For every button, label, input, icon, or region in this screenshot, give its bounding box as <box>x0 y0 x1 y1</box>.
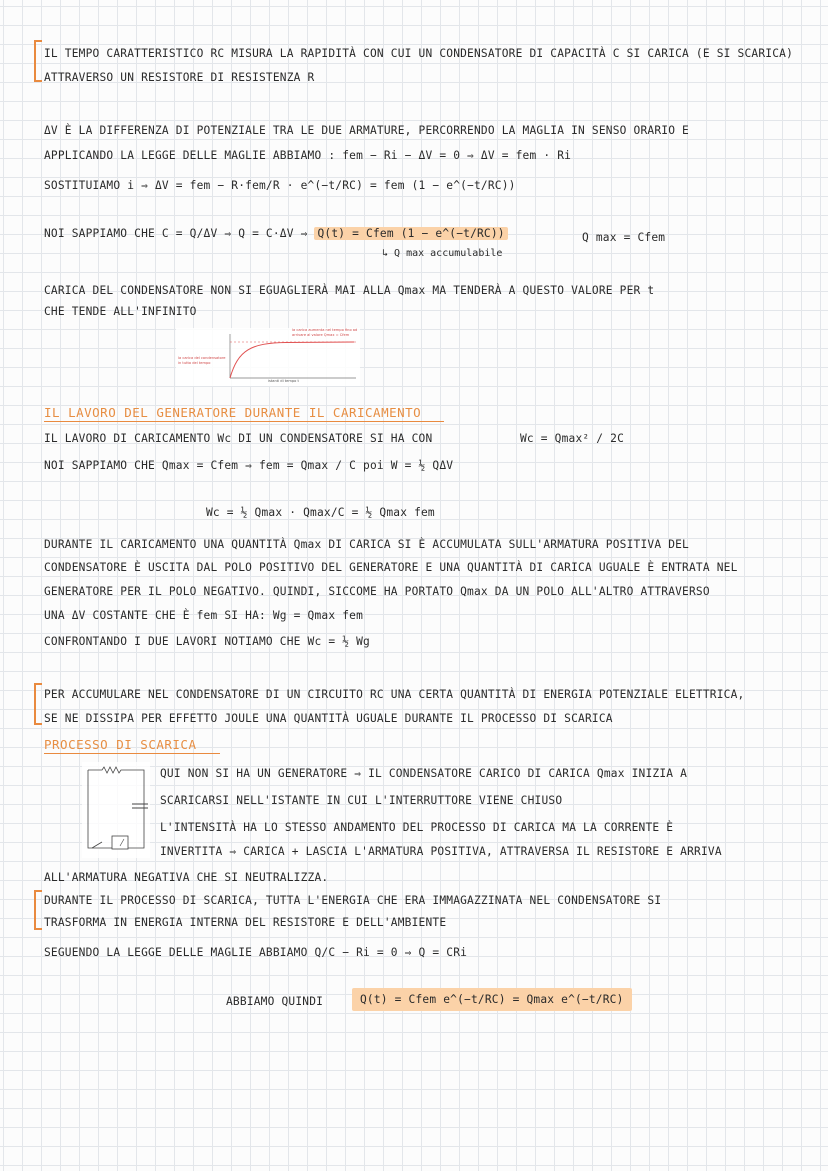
dv-line-1: ΔV È LA DIFFERENZA DI POTENZIALE TRA LE DUE ARMATURE, PERCORRENDO LA MAGLIA IN SENSO ORARIO E <box>44 124 689 137</box>
scarica-mesh-law: SEGUENDO LA LEGGE DELLE MAGLIE ABBIAMO Q/C − Ri = 0 ⇒ Q = CRi <box>44 946 468 959</box>
scarica-energy-line-2: TRASFORMA IN ENERGIA INTERNA DEL RESISTORE E DELL'AMBIENTE <box>44 916 447 929</box>
margin-bracket <box>34 683 36 725</box>
discharge-circuit <box>82 762 150 858</box>
dv-line-3: SOSTITUIAMO i ⇒ ΔV = fem − R·fem/R · e^(−t/RC) = fem (1 − e^(−t/RC)) <box>44 179 516 192</box>
bracket-tick <box>34 928 42 930</box>
ammeter <box>112 836 128 849</box>
discharge-formula: Q(t) = Cfem e^(−t/RC) = Qmax e^(−t/RC) <box>352 988 632 1011</box>
graph-annotation: la carica aumenta nel tempo fino ad arrivare al valore Qmax = Cfem <box>292 328 358 337</box>
circuit-svg <box>82 762 150 858</box>
lavoro-line-3: Wc = ½ Qmax · Qmax/C = ½ Qmax fem <box>206 506 435 519</box>
bracket-tick <box>34 40 42 42</box>
dv-line-2: APPLICANDO LA LEGGE DELLE MAGLIE ABBIAMO : fem − Ri − ΔV = 0 ⇒ ΔV = fem · Ri <box>44 149 572 162</box>
lavoro-wc-formula: Wc = Qmax² / 2C <box>520 432 625 445</box>
lavoro-line-6: GENERATORE PER IL POLO NEGATIVO. QUINDI, SICCOME HA PORTATO Qmax DA UN POLO ALL'ALTRO ATTRAVERSO <box>44 585 710 598</box>
lavoro-line-4: DURANTE IL CARICAMENTO UNA QUANTITÀ Qmax DI CARICA SI È ACCUMULATA SULL'ARMATURA POSITIVA DEL <box>44 538 689 551</box>
charge-formula: Q(t) = Cfem (1 − e^(−t/RC)) <box>314 227 507 240</box>
graph-y-label: la carica del condensatore in tutto del tempo <box>178 356 226 365</box>
lavoro-line-8: CONFRONTANDO I DUE LAVORI NOTIAMO CHE Wc = ½ Wg <box>44 635 370 648</box>
margin-bracket <box>34 890 36 930</box>
scarica-line-1: QUI NON SI HA UN GENERATORE ⇒ IL CONDENSATORE CARICO DI CARICA Qmax INIZIA A <box>160 767 688 780</box>
bracket-tick <box>34 80 42 82</box>
dv-line-5: CARICA DEL CONDENSATORE NON SI EGUAGLIERÀ MAI ALLA Qmax MA TENDERÀ A QUESTO VALORE PER t <box>44 284 655 297</box>
scarica-intro-line-2: SE NE DISSIPA PER EFFETTO JOULE UNA QUANTITÀ UGUALE DURANTE IL PROCESSO DI SCARICA <box>44 712 613 725</box>
scarica-title-underline <box>44 753 220 754</box>
lavoro-line-1: IL LAVORO DI CARICAMENTO Wc DI UN CONDENSATORE SI HA CON <box>44 432 433 445</box>
bracket-tick <box>34 723 42 725</box>
graph-x-label: istanti di tempo t <box>268 379 299 383</box>
final-label: ABBIAMO QUINDI <box>226 995 324 1008</box>
lavoro-title: IL LAVORO DEL GENERATORE DURANTE IL CARICAMENTO <box>44 405 422 420</box>
dv-line-6: CHE TENDE ALL'INFINITO <box>44 305 197 318</box>
scarica-line-5: ALL'ARMATURA NEGATIVA CHE SI NEUTRALIZZA. <box>44 871 329 884</box>
scarica-line-4: INVERTITA ⇒ CARICA + LASCIA L'ARMATURA POSITIVA, ATTRAVERSA IL RESISTORE E ARRIVA <box>160 845 722 858</box>
qmax-definition: Q max = Cfem <box>582 231 666 244</box>
scarica-line-2: SCARICARSI NELL'ISTANTE IN CUI L'INTERRUTTORE VIENE CHIUSO <box>160 794 563 807</box>
bracket-tick <box>34 890 42 892</box>
intro-line-1: IL TEMPO CARATTERISTICO RC MISURA LA RAPIDITÀ CON CUI UN CONDENSATORE DI CAPACITÀ C SI CARICA (E SI SCARICA) <box>44 47 794 60</box>
scarica-intro-line-1: PER ACCUMULARE NEL CONDENSATORE DI UN CIRCUITO RC UNA CERTA QUANTITÀ DI ENERGIA POTENZIALE ELETTRICA, <box>44 688 745 701</box>
dv-line-4-text: NOI SAPPIAMO CHE C = Q/ΔV ⇒ Q = C·ΔV ⇒ <box>44 227 308 240</box>
qmax-note: ↳ Q max accumulabile <box>382 248 503 259</box>
charge-graph <box>176 328 360 386</box>
lavoro-title-underline <box>44 421 444 422</box>
bracket-tick <box>34 683 42 685</box>
scarica-line-3: L'INTENSITÀ HA LO STESSO ANDAMENTO DEL PROCESSO DI CARICA MA LA CORRENTE È <box>160 821 674 834</box>
margin-bracket <box>34 40 36 82</box>
dv-line-4 <box>44 226 508 241</box>
lavoro-line-7: UNA ΔV COSTANTE CHE È fem SI HA: Wg = Qmax fem <box>44 609 364 622</box>
scarica-title: PROCESSO DI SCARICA <box>44 737 197 752</box>
lavoro-line-2: NOI SAPPIAMO CHE Qmax = Cfem ⇒ fem = Qmax / C poi W = ½ QΔV <box>44 459 454 472</box>
scarica-energy-line-1: DURANTE IL PROCESSO DI SCARICA, TUTTA L'ENERGIA CHE ERA IMMAGAZZINATA NEL CONDENSATORE SI <box>44 894 662 907</box>
intro-line-2: ATTRAVERSO UN RESISTORE DI RESISTENZA R <box>44 71 315 84</box>
lavoro-line-5: CONDENSATORE È USCITA DAL POLO POSITIVO DEL GENERATORE E UNA QUANTITÀ DI CARICA UGUALE È ENTRATA NEL <box>44 561 738 574</box>
